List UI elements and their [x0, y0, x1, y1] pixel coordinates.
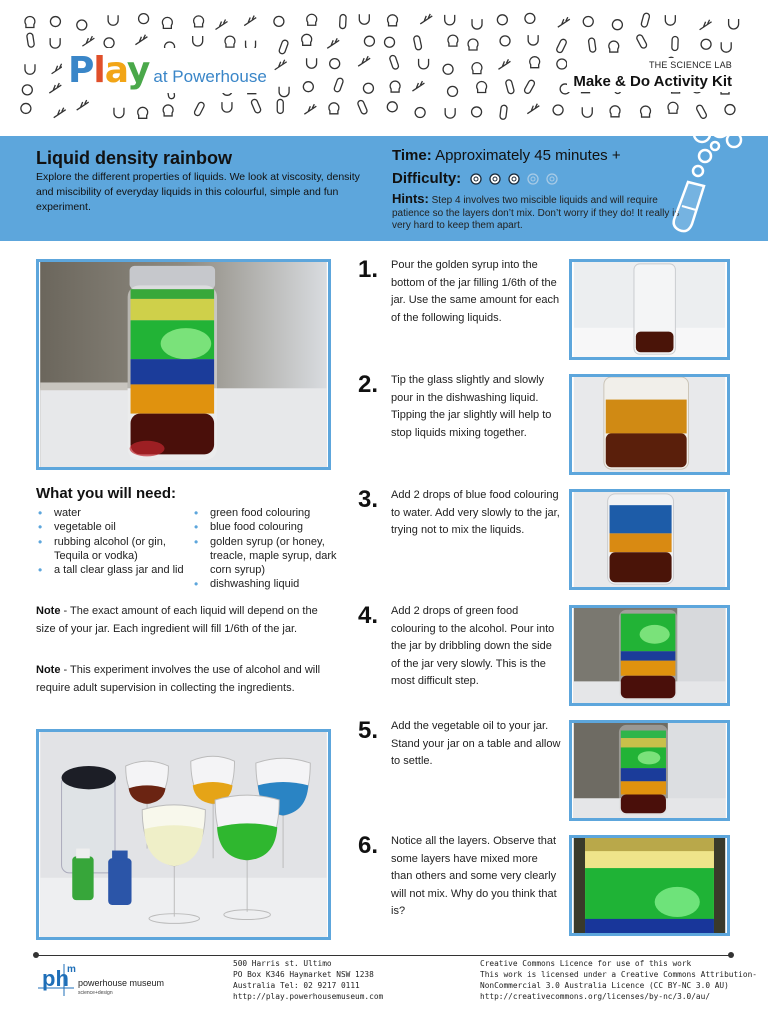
- circle-doodle-icon: [448, 86, 458, 96]
- tube-doodle-icon: [277, 99, 283, 113]
- tube-doodle-icon: [339, 14, 346, 28]
- tube-doodle-icon: [505, 79, 514, 94]
- leaf-doodle-icon: [244, 16, 256, 26]
- circle-doodle-icon: [104, 38, 114, 48]
- leaf-doodle-icon: [216, 20, 228, 30]
- bulb-doodle-icon: [307, 14, 317, 25]
- list-item: • green food colouring: [192, 506, 342, 520]
- time-info: Time: Approximately 45 minutes +: [392, 147, 621, 164]
- bulb-doodle-icon: [162, 17, 172, 28]
- bulb-doodle-icon: [472, 63, 482, 74]
- step-1-photo: [569, 259, 730, 360]
- magnet-doodle-icon: [114, 108, 124, 118]
- leaf-doodle-icon: [700, 20, 712, 30]
- circle-doodle-icon: [21, 103, 31, 113]
- rainbow-jar-photo: [36, 259, 331, 470]
- magnet-doodle-icon: [419, 59, 429, 69]
- magnet-doodle-icon: [359, 14, 369, 24]
- play-website-link[interactable]: http://play.powerhousemuseum.com: [233, 992, 384, 1001]
- magnet-doodle-icon: [528, 35, 538, 45]
- circle-doodle-icon: [701, 39, 711, 49]
- difficulty-filled-icon: [507, 172, 521, 186]
- license-text: Creative Commons Licence for use of this work This work is licensed under a Creative Commons Attribution- NonCommercial 3.0 Australia Licence (CC BY-NC 3.0 AU) http://creativecommons.org/licenses/by-nc/3.0/au/: [480, 959, 757, 1001]
- tube-doodle-icon: [357, 100, 368, 115]
- leaf-doodle-icon: [498, 59, 510, 69]
- bulb-doodle-icon: [329, 103, 339, 114]
- leaf-doodle-icon: [135, 35, 147, 45]
- step-1-number: 1.: [358, 256, 379, 283]
- circle-doodle-icon: [553, 105, 563, 115]
- kit-label: [567, 58, 738, 92]
- header: [0, 0, 768, 135]
- bulb-doodle-icon: [163, 105, 173, 116]
- circle-doodle-icon: [330, 59, 340, 69]
- difficulty-empty-icon: [545, 172, 559, 186]
- tube-doodle-icon: [251, 98, 262, 113]
- leaf-doodle-icon: [527, 104, 539, 114]
- leaf-doodle-icon: [420, 14, 432, 24]
- tube-doodle-icon: [413, 35, 422, 50]
- tube-doodle-icon: [389, 55, 399, 70]
- circle-doodle-icon: [557, 59, 567, 69]
- circle-doodle-icon: [22, 85, 32, 95]
- magnet-doodle-icon: [582, 107, 592, 117]
- step-4-photo: [569, 605, 730, 706]
- step-3-number: 3.: [358, 486, 379, 513]
- bulb-doodle-icon: [225, 36, 235, 47]
- bulb-doodle-icon: [302, 34, 312, 45]
- tube-doodle-icon: [523, 79, 535, 94]
- bulb-doodle-icon: [468, 39, 478, 50]
- circle-doodle-icon: [497, 15, 507, 25]
- hints-text: Hints: Step 4 involves two miscible liquids and will require patience so the layers don’t mix. Don’t worry if they do! It really is very hard to keep them apart.: [392, 191, 680, 231]
- tube-doodle-icon: [278, 39, 288, 54]
- leaf-doodle-icon: [77, 100, 89, 110]
- circle-doodle-icon: [139, 14, 149, 24]
- tube-doodle-icon: [333, 77, 343, 92]
- bulb-doodle-icon: [25, 16, 35, 27]
- logo-play-text: Play: [68, 50, 150, 91]
- list-item: • rubbing alcohol (or gin, Tequila or vodka): [36, 535, 186, 564]
- bulb-doodle-icon: [194, 16, 204, 27]
- difficulty-rating: [469, 172, 564, 186]
- tube-doodle-icon: [641, 13, 650, 28]
- magnet-doodle-icon: [307, 58, 317, 68]
- leaf-doodle-icon: [327, 38, 339, 48]
- footer-divider: [36, 955, 731, 956]
- leaf-doodle-icon: [49, 83, 61, 93]
- museum-address: 500 Harris st. Ultimo PO Box K346 Haymarket NSW 1238 Australia Tel: 02 9217 0111 http://play.powerhousemuseum.com: [233, 959, 384, 1001]
- magnet-doodle-icon: [50, 38, 60, 48]
- tube-doodle-icon: [672, 36, 678, 50]
- bulb-doodle-icon: [448, 35, 458, 46]
- circle-doodle-icon: [385, 37, 395, 47]
- needs-heading: What you will need:: [36, 485, 177, 502]
- kit-subtitle: THE SCIENCE LAB: [648, 60, 732, 70]
- step-6-number: 6.: [358, 832, 379, 859]
- difficulty-filled-icon: [469, 172, 483, 186]
- leaf-doodle-icon: [54, 108, 66, 118]
- list-item: • dishwashing liquid: [192, 577, 342, 591]
- magnet-doodle-icon: [445, 15, 455, 25]
- circle-doodle-icon: [443, 64, 453, 74]
- magnet-doodle-icon: [665, 15, 675, 25]
- circle-doodle-icon: [274, 16, 284, 26]
- step-2-text: Tip the glass slightly and slowly pour in the dishwashing liquid. Tipping the jar slightly will help to stop liquids mixing together.: [391, 374, 552, 439]
- step-5-text: Add the vegetable oil to your jar. Stand your jar on a table and allow to settle.: [391, 720, 561, 768]
- play-at-powerhouse-logo: [62, 48, 273, 93]
- magnet-doodle-icon: [193, 36, 203, 46]
- leaf-doodle-icon: [275, 60, 287, 70]
- magnet-doodle-icon: [279, 87, 289, 97]
- magnet-doodle-icon: [222, 102, 232, 112]
- step-1-text: Pour the golden syrup into the bottom of the jar filling 1/6th of the jar. Use the same amount for each of the following liquids.: [391, 259, 560, 324]
- circle-doodle-icon: [415, 108, 425, 118]
- leaf-doodle-icon: [358, 56, 370, 66]
- license-link[interactable]: http://creativecommons.org/licenses/by-nc/3.0/au/: [480, 992, 711, 1001]
- step-4-number: 4.: [358, 602, 379, 629]
- circle-doodle-icon: [364, 36, 374, 46]
- magnet-doodle-icon: [25, 64, 35, 74]
- leaf-doodle-icon: [82, 36, 94, 46]
- step-4-text: Add 2 drops of green food colouring to the alcohol. Pour into the jar by dribbling down the side of the jar very slowly. This is the most difficult step.: [391, 605, 555, 688]
- difficulty-empty-icon: [526, 172, 540, 186]
- circle-doodle-icon: [50, 17, 60, 27]
- circle-doodle-icon: [612, 20, 622, 30]
- ph-logo-tag: science+design: [78, 990, 113, 996]
- difficulty-filled-icon: [488, 172, 502, 186]
- step-5-photo: [569, 720, 730, 821]
- magnet-doodle-icon: [721, 42, 731, 52]
- bulb-doodle-icon: [610, 106, 620, 117]
- needs-list-right: [192, 506, 342, 592]
- step-3-photo: [569, 489, 730, 590]
- circle-doodle-icon: [77, 20, 87, 30]
- list-item: • vegetable oil: [36, 520, 186, 534]
- list-item: • blue food colouring: [192, 520, 342, 534]
- page-title: Liquid density rainbow: [36, 148, 233, 168]
- tube-doodle-icon: [636, 34, 648, 49]
- footer-divider-dot-left: [33, 952, 39, 958]
- bulb-doodle-icon: [641, 106, 651, 117]
- bulb-doodle-icon: [530, 57, 540, 68]
- leaf-doodle-icon: [304, 104, 316, 114]
- step-2-photo: [569, 374, 730, 475]
- circle-doodle-icon: [500, 36, 510, 46]
- tube-doodle-icon: [500, 105, 508, 120]
- circle-doodle-icon: [387, 102, 397, 112]
- step-6-text: Notice all the layers. Observe that some layers have mixed more than others and some very clearly will not mix. Why do you think that is?: [391, 835, 557, 918]
- ph-logo-name: powerhouse museum: [78, 978, 165, 988]
- circle-doodle-icon: [363, 83, 373, 93]
- circle-doodle-icon: [583, 17, 593, 27]
- step-2-number: 2.: [358, 371, 379, 398]
- ingredients-photo: [36, 729, 331, 940]
- logo-at-powerhouse: at Powerhouse: [153, 67, 267, 86]
- bulb-doodle-icon: [668, 102, 678, 113]
- circle-doodle-icon: [472, 107, 482, 117]
- tube-doodle-icon: [193, 101, 205, 116]
- circle-doodle-icon: [725, 105, 735, 115]
- tube-doodle-icon: [26, 33, 34, 48]
- test-tube-bubbles-icon: [660, 116, 750, 236]
- magnet-doodle-icon: [108, 15, 118, 25]
- tube-doodle-icon: [556, 38, 568, 53]
- kit-title: Make & Do Activity Kit: [573, 73, 732, 90]
- bulb-doodle-icon: [609, 41, 619, 52]
- note-jar-size: Note - The exact amount of each liquid will depend on the size of your jar. Each ingredient will fill 1/6th of the jar.: [36, 605, 318, 635]
- tube-doodle-icon: [588, 38, 596, 53]
- circle-doodle-icon: [525, 13, 535, 23]
- step-6-photo: [569, 835, 730, 936]
- intro-text: Explore the different properties of liquids. We look at viscosity, density and miscibility of everyday liquids in this colourful, simple and fun experiment.: [36, 171, 360, 213]
- bulb-doodle-icon: [390, 81, 400, 92]
- list-item: • water: [36, 506, 186, 520]
- bulb-doodle-icon: [477, 82, 487, 93]
- powerhouse-museum-logo: [38, 960, 238, 1000]
- magnet-doodle-icon: [445, 108, 455, 118]
- bulb-doodle-icon: [388, 15, 398, 26]
- needs-list-left: [36, 506, 186, 577]
- leaf-doodle-icon: [412, 81, 424, 91]
- difficulty-info: Difficulty:: [392, 170, 564, 187]
- bulb-doodle-icon: [138, 107, 148, 118]
- ph-logo-mark: ph: [42, 966, 69, 991]
- magnet-doodle-icon: [729, 19, 739, 29]
- list-item: • a tall clear glass jar and lid: [36, 563, 186, 577]
- circle-doodle-icon: [303, 82, 313, 92]
- step-5-number: 5.: [358, 717, 379, 744]
- step-3-text: Add 2 drops of blue food colouring to water. Add very slowly to the jar, trying not to mix the liquids.: [391, 489, 560, 537]
- list-item: • golden syrup (or honey, treacle, maple syrup, dark corn syrup): [192, 535, 342, 578]
- ph-logo-sup: m: [67, 964, 76, 975]
- leaf-doodle-icon: [558, 17, 570, 27]
- magnet-doodle-icon: [472, 19, 482, 29]
- note-alcohol: Note - This experiment involves the use of alcohol and will require adult supervision in collecting the ingredients.: [36, 664, 321, 694]
